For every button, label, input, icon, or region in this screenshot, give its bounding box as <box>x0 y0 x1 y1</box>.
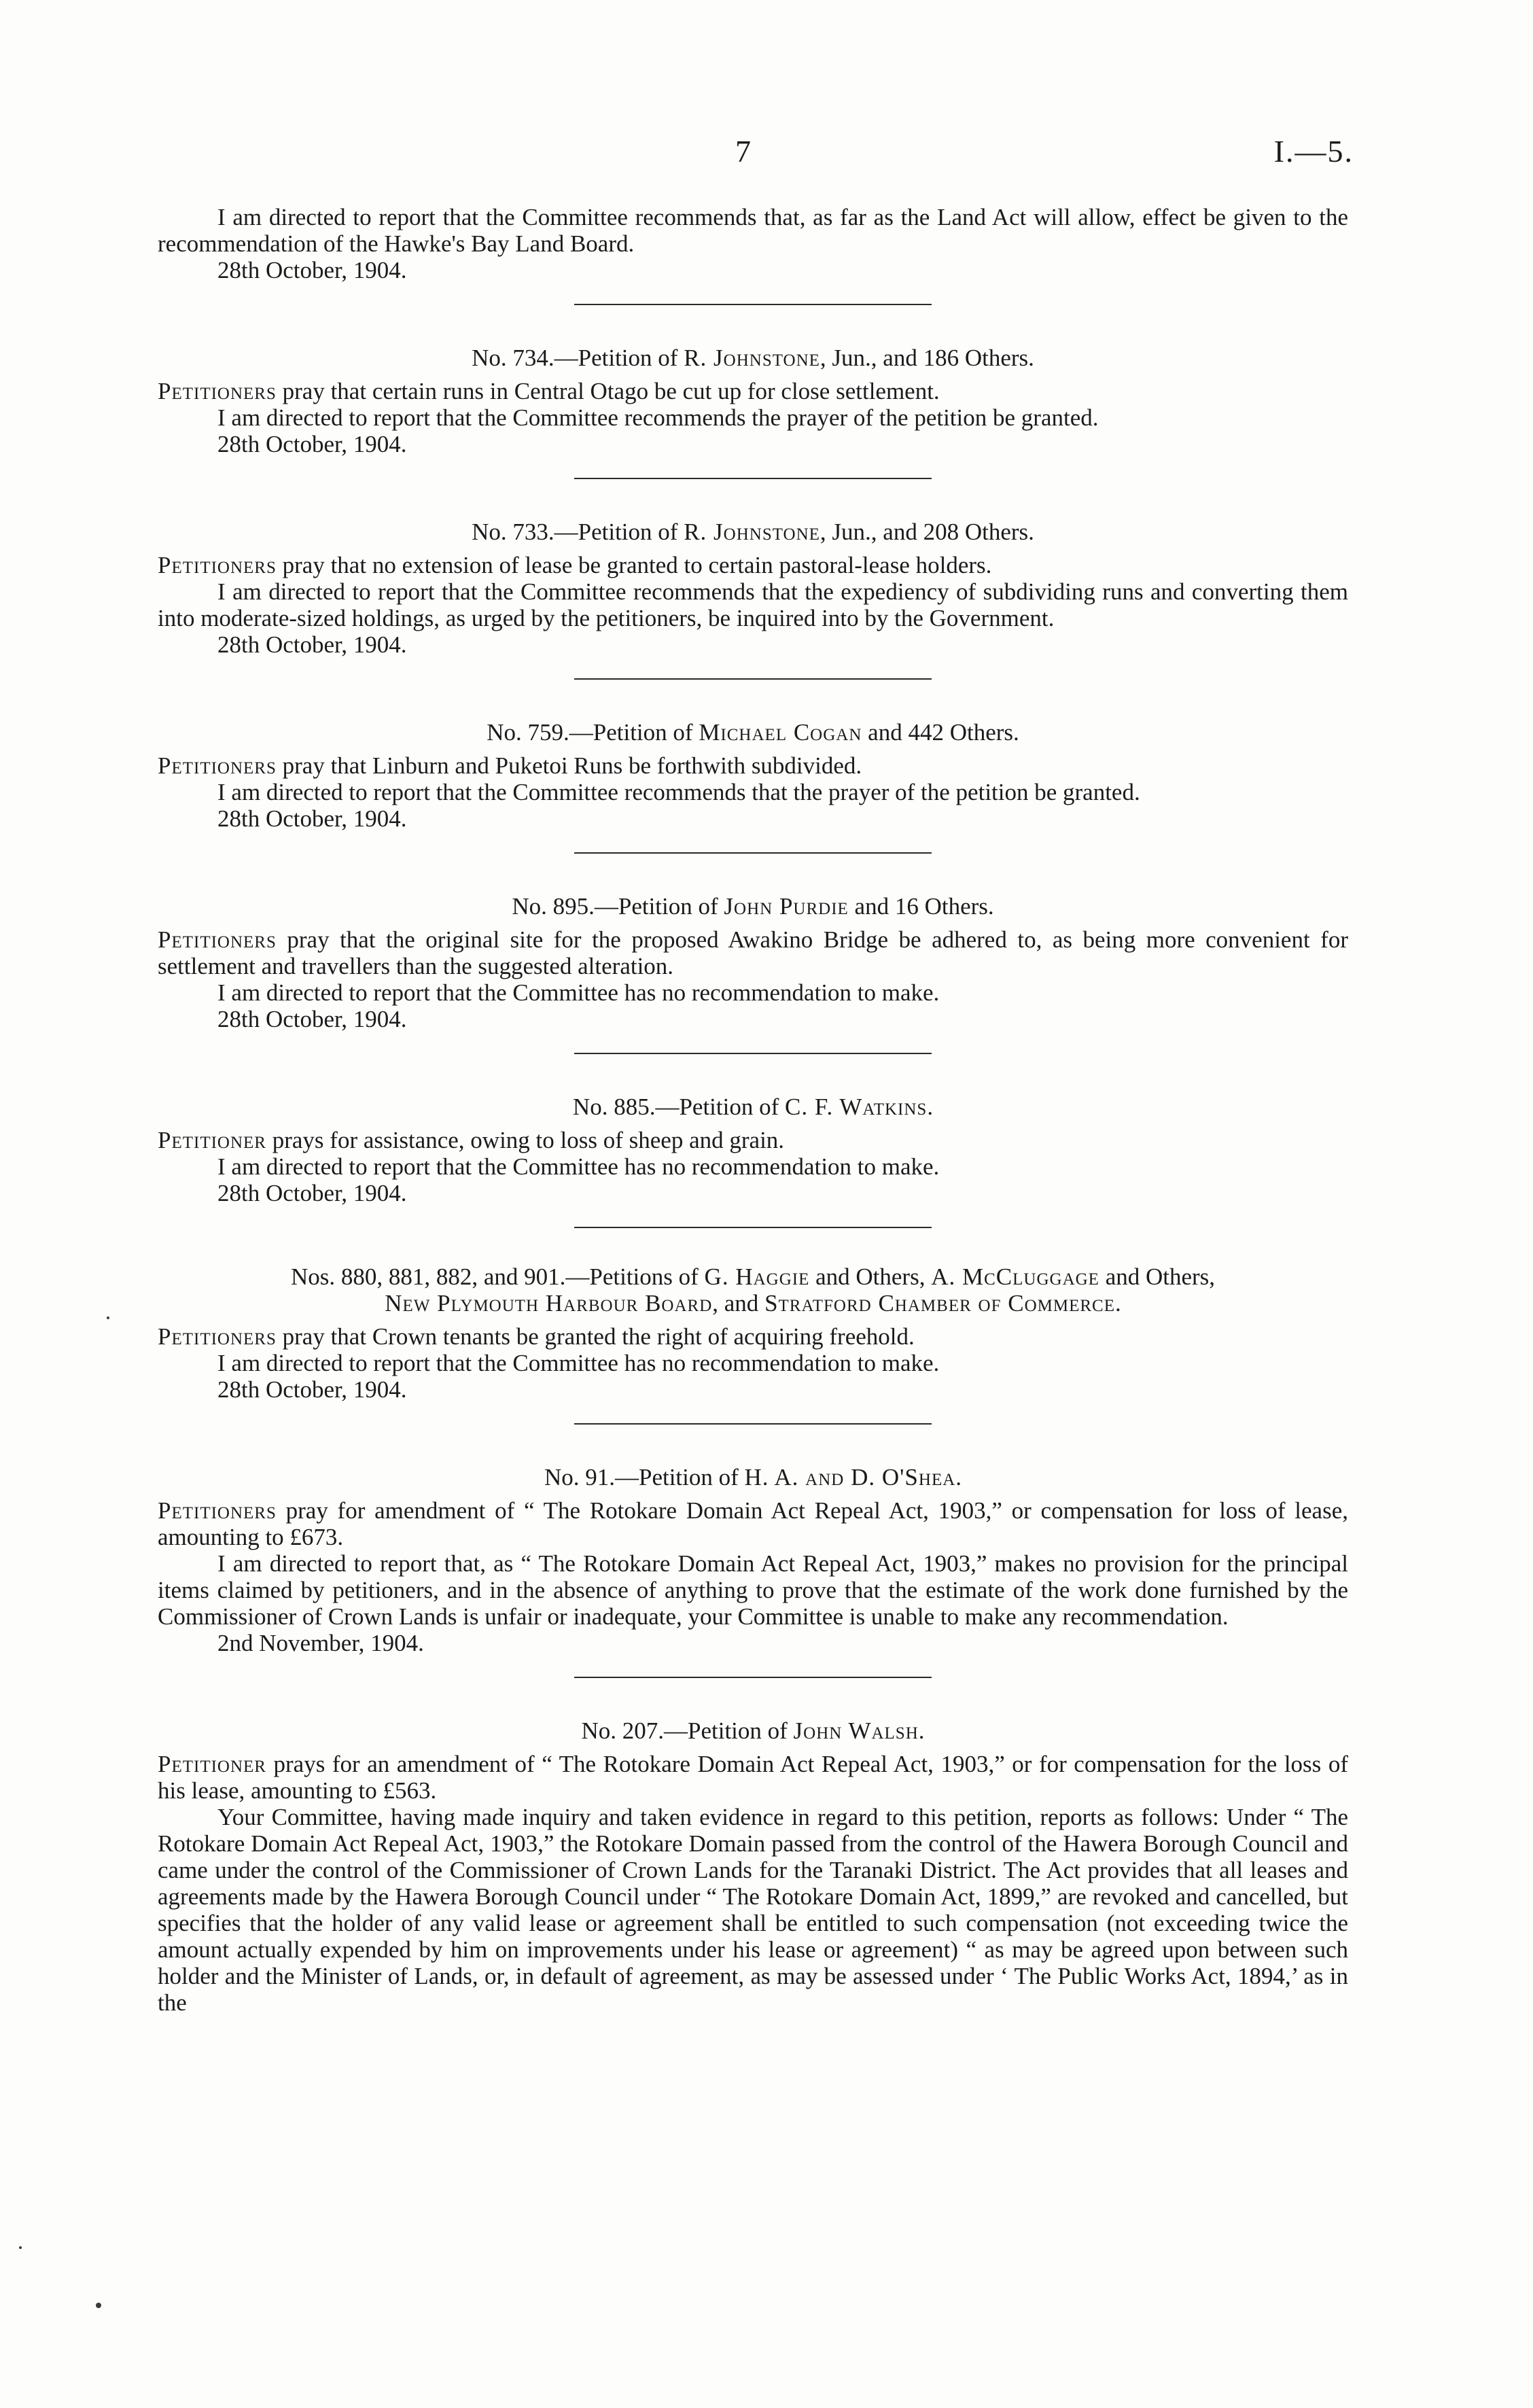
section-divider <box>574 1423 932 1425</box>
section-divider <box>574 304 932 305</box>
petition-prayer-91: Petitioners pray for amendment of “ The Rotokare Domain Act Repeal Act, 1903,” or compensation for loss of lease, amounting to £673. <box>158 1497 1348 1550</box>
petition-report-895: I am directed to report that the Committee has no recommendation to make. <box>217 979 940 1006</box>
scan-speck <box>96 2303 101 2308</box>
parliamentary-paper-ref: I.—5. <box>1273 134 1354 169</box>
intro-report: I am directed to report that the Committee recommends that, as far as the Land Act will allow, effect be given to the recommendation of the Hawke's Bay Land Board. <box>158 204 1348 257</box>
petition-report-733: I am directed to report that the Committee recommends that the expediency of subdividing runs and converting them into moderate-sized holdings, as urged by the petitioners, be inquired into by the Government. <box>158 578 1348 631</box>
heading-line-2: New Plymouth Harbour Board, and Stratford Chamber of Commerce. <box>385 1290 1121 1316</box>
page-content <box>158 204 1348 2016</box>
petition-heading-759: No. 759.—Petition of Michael Cogan and 442 Others. <box>487 719 1019 746</box>
petition-report-880-901: I am directed to report that the Committee has no recommendation to make. <box>217 1350 940 1376</box>
petition-date-91: 2nd November, 1904. <box>217 1630 424 1656</box>
petition-heading-734: No. 734.—Petition of R. Johnstone, Jun., and 186 Others. <box>472 345 1034 371</box>
petition-report-885: I am directed to report that the Committee has no recommendation to make. <box>217 1153 940 1180</box>
petition-prayer-207: Petitioner prays for an amendment of “ The Rotokare Domain Act Repeal Act, 1903,” or for compensation for the loss of his lease, amounting to £563. <box>158 1751 1348 1804</box>
petition-prayer-880-901: Petitioners pray that Crown tenants be granted the right of acquiring freehold. <box>158 1323 915 1350</box>
petition-heading-885: No. 885.—Petition of C. F. Watkins. <box>572 1094 934 1120</box>
section-divider <box>574 1227 932 1228</box>
petition-heading-91: No. 91.—Petition of H. A. and D. O'Shea. <box>544 1464 962 1490</box>
petition-heading-733: No. 733.—Petition of R. Johnstone, Jun., and 208 Others. <box>472 519 1034 545</box>
petition-report-759: I am directed to report that the Committee recommends that the prayer of the petition be granted. <box>217 779 1140 805</box>
scan-speck <box>107 1316 109 1319</box>
scan-speck <box>19 2246 22 2249</box>
section-divider <box>574 678 932 680</box>
petition-date-759: 28th October, 1904. <box>217 805 407 832</box>
petition-date-885: 28th October, 1904. <box>217 1180 407 1206</box>
petition-date-733: 28th October, 1904. <box>217 631 407 658</box>
petition-prayer-733: Petitioners pray that no extension of lease be granted to certain pastoral-lease holders. <box>158 552 992 578</box>
heading-line-1: Nos. 880, 881, 882, and 901.—Petitions of G. Haggie and Others, A. McCluggage and Others, <box>290 1263 1216 1290</box>
petition-heading-895: No. 895.—Petition of John Purdie and 16 Others. <box>512 893 994 920</box>
petition-prayer-759: Petitioners pray that Linburn and Puketoi Runs be forthwith subdivided. <box>158 752 862 779</box>
section-divider <box>574 852 932 854</box>
page-number: 7 <box>735 134 752 169</box>
section-divider <box>574 478 932 479</box>
petition-date-880-901: 28th October, 1904. <box>217 1376 407 1403</box>
petition-prayer-885: Petitioner prays for assistance, owing to loss of sheep and grain. <box>158 1127 785 1153</box>
petition-report-91: I am directed to report that, as “ The Rotokare Domain Act Repeal Act, 1903,” makes no provision for the principal items claimed by petitioners, and in the absence of anything to prove that the estimate of the work done furnished by the Commissioner of Crown Lands is unfair or inadequate, your Committee is unable to make any recommendation. <box>158 1550 1348 1630</box>
petition-report-734: I am directed to report that the Committee recommends the prayer of the petition be granted. <box>217 404 1099 431</box>
petition-prayer-895: Petitioners pray that the original site for the proposed Awakino Bridge be adhered to, as being more convenient for settlement and travellers than the suggested alteration. <box>158 926 1348 979</box>
petition-prayer-734: Petitioners pray that certain runs in Central Otago be cut up for close settlement. <box>158 378 940 404</box>
petition-body-207: Your Committee, having made inquiry and taken evidence in regard to this petition, reports as follows: Under “ The Rotokare Domain Act Repeal Act, 1903,” the Rotokare Domain passed from the control of the Hawera Borough Council and came under the control of the Commissioner of Crown Lands for the Taranaki District. The Act provides that all leases and agreements made by the Hawera Borough Council under “ The Rotokare Domain Act, 1899,” are revoked and cancelled, but specifies that the holder of any valid lease or agreement shall be entitled to such compensation (not exceeding twice the amount actually expended by him on improvements under his lease or agreement) “ as may be agreed upon between such holder and the Minister of Lands, or, in default of agreement, as may be assessed under ‘ The Public Works Act, 1894,’ as in the <box>158 1804 1348 2016</box>
section-divider <box>574 1053 932 1054</box>
petition-date-895: 28th October, 1904. <box>217 1006 407 1032</box>
petition-heading-880-901 <box>158 1263 1348 1316</box>
intro-date: 28th October, 1904. <box>217 257 407 283</box>
petition-date-734: 28th October, 1904. <box>217 431 407 457</box>
petition-heading-207: No. 207.—Petition of John Walsh. <box>581 1717 925 1744</box>
section-divider <box>574 1677 932 1678</box>
